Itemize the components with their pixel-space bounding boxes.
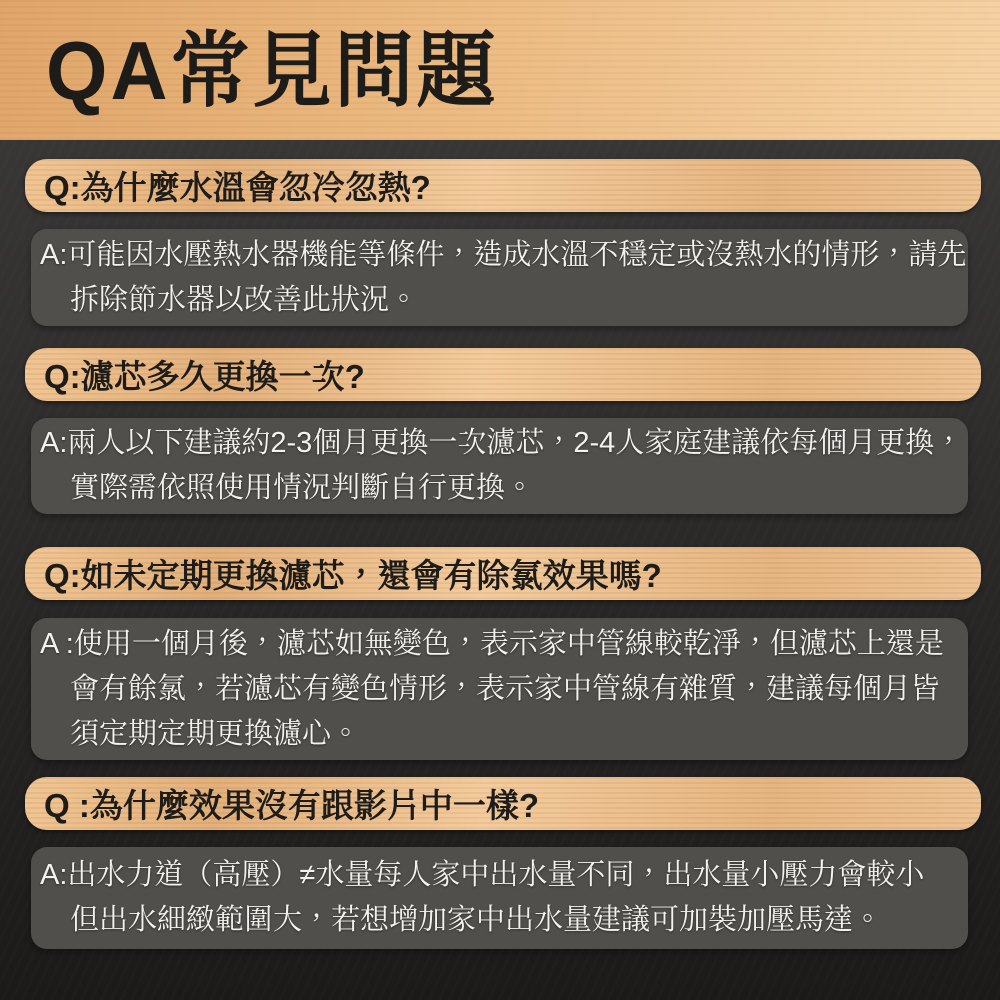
answer-box-1	[31, 229, 968, 326]
page-title: QA常見問題	[46, 23, 499, 117]
question-text-3: Q:如未定期更換濾芯，還會有除氯效果嗎?	[44, 557, 662, 594]
question-bar-4	[25, 777, 981, 830]
question-text-4: Q :為什麼效果沒有跟影片中一樣?	[44, 787, 539, 824]
question-text-2: Q:濾芯多久更換一次?	[44, 358, 365, 395]
answer-line: A:兩人以下建議約2-3個月更換一次濾芯，2-4人家庭建議依每個月更換，	[40, 427, 964, 459]
answer-box-2	[31, 418, 968, 514]
answer-line: 會有餘氯，若濾芯有變色情形，表示家中管線有雜質，建議每個月皆	[70, 672, 941, 705]
answer-line: 拆除節水器以改善此狀況。	[70, 283, 419, 316]
answer-line: A:出水力道（高壓）≠水量每人家中出水量不同，出水量小壓力會較小	[40, 859, 925, 891]
answer-line: 但出水細緻範圍大，若想增加家中出水量建議可加裝加壓馬達。	[70, 904, 883, 936]
answer-line: A :使用一個月後，濾芯如無變色，表示家中管線較乾淨，但濾芯上還是	[40, 627, 944, 660]
question-bar-1	[25, 159, 981, 212]
question-text-1: Q:為什麼水溫會忽冷忽熱?	[44, 169, 431, 206]
question-bar-2	[25, 348, 981, 401]
header-banner	[0, 0, 1000, 140]
answer-box-3	[31, 618, 968, 760]
answer-line: A:可能因水壓熱水器機能等條件，造成水溫不穩定或沒熱水的情形，請先	[40, 238, 967, 271]
question-bar-3	[25, 547, 981, 600]
answer-box-4	[31, 847, 968, 949]
answer-line: 須定期定期更換濾心。	[70, 717, 361, 750]
answer-line: 實際需依照使用情況判斷自行更換。	[70, 472, 535, 504]
